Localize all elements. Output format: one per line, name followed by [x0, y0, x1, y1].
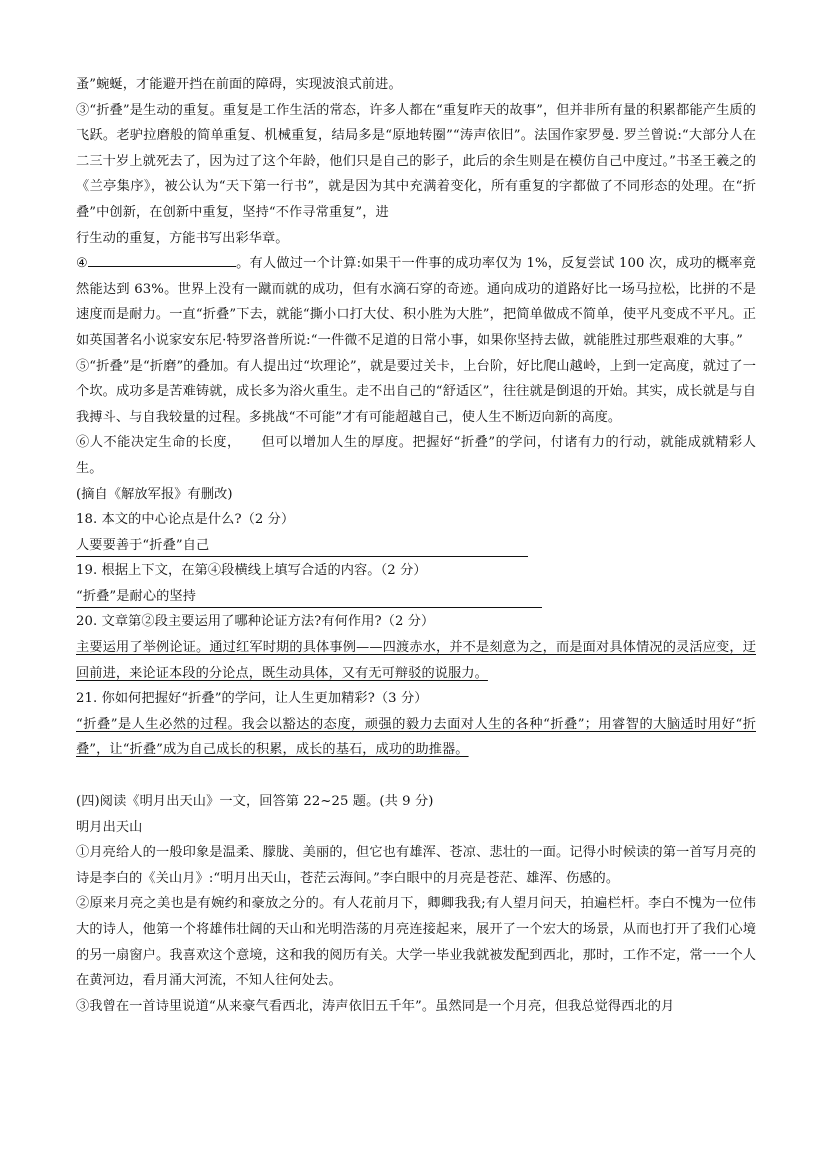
question-20: 20. 文章第②段主要运用了哪种论证方法?有何作用?（2 分）: [76, 614, 435, 630]
answer-21: “折叠”是人生必然的过程。我会以豁达的态度，顽强的毅力去面对人生的各种“折叠”；用睿智的大脑适时用好“折叠”，让“折叠”成为自己成长的积累，成长的基石，成功的助推器。: [76, 716, 756, 758]
question-18: 18. 本文的中心论点是什么?（2 分）: [76, 512, 295, 528]
answer-20: 主要运用了举例论证。通过红军时期的具体事例——四渡赤水，并不是刻意为之，而是面对具体情况的灵活应变，迂回前进，来论证本段的分论点，既生动具体，又有无可辩驳的说服力。: [76, 640, 756, 681]
section-gap: [76, 763, 756, 789]
article-paragraph-2: ②原来月亮之美也是有婉约和豪放之分的。有人花前月下，卿卿我我;有人望月问天，拍遍栏杆。李白不愧为一位伟大的诗人，他第一个将雄伟壮阔的天山和光明浩荡的月亮连接起来，展开了一个宏大的场景，从而也打开了我们心境的另一扇窗户。我喜欢这个意境，这和我的阅历有关。大学一毕业我就被发配到西北，那时，工作不定，常一一个人在黄河边，看月涌大河流，不知人往何处去。: [76, 896, 756, 989]
fill-in-blank[interactable]: [88, 252, 236, 267]
paragraph-4-text: 。有人做过一个计算:如果干一件事的成功率仅为 1%，反复尝试 100 次，成功的概率竟然能达到 63%。世界上没有一蹴而就的成功，但有水滴石穿的奇迹。通向成功的道路好比一场马拉松，比拼的不是速度而是耐力。一直“折叠”下去，就能“撕小口打大仗、积小胜为大胜”，把简单做成不简单，使平凡变成不平凡。正如英国著名小说家安东尼·特罗洛普所说:“一件微不足道的日常小事，如果你坚持去做，就能胜过那些艰难的大事。”: [76, 256, 756, 348]
paragraph-6: ⑥人不能决定生命的长度， 但可以增加人生的厚度。把握好“折叠”的学问，付诸有力的行动，就能成就精彩人生。: [76, 435, 756, 476]
passage-line-continuation: 蚤”蜿蜒，才能避开挡在前面的障碍，实现波浪式前进。: [76, 77, 402, 92]
section-4-intro: (四)阅读《明月出天山》一文，回答第 22~25 题。(共 9 分): [76, 794, 434, 810]
article-title: 明月出天山: [76, 819, 143, 835]
question-19: 19. 根据上下文，在第④段横线上填写合适的内容。（2 分）: [76, 563, 427, 579]
question-21: 21. 你如何把握好“折叠”的学问，让人生更加精彩?（3 分）: [76, 691, 428, 707]
paragraph-5: ⑤“折叠”是“折磨”的叠加。有人提出过“坎理论”，就是要过关卡，上台阶，好比爬山越岭，上到一定高度，就过了一个坎。成功多是苦难铸就，成长多为浴火重生。走不出自己的“舒适区”，往往就是倒退的开始。其实，成长就是与自我搏斗、与自我较量的过程。多挑战“不可能”才有可能超越自己，使人生不断迈向新的高度。: [76, 358, 756, 425]
answer-18-row: [76, 533, 756, 559]
paragraph-4-number: ④: [76, 256, 89, 272]
paragraph-3-continuation: 行生动的重复，方能书写出彩华章。: [76, 230, 289, 246]
article-paragraph-3: ③我曾在一首诗里说道“从来豪气看西北，涛声依旧五千年”。虽然同是一个月亮，但我总觉得西北的月: [76, 998, 675, 1014]
paragraph-4: [76, 251, 756, 353]
article-paragraph-1: ①月亮给人的一般印象是温柔、朦胧、美丽的，但它也有雄浑、苍凉、悲壮的一面。记得小时候读的第一首写月亮的诗是李白的《关山月》:“明月出天山，苍茫云海间。”李白眼中的月亮是苍茫、雄浑、伤感的。: [76, 845, 756, 886]
answer-19: “折叠”是耐心的坚持: [76, 587, 542, 608]
answer-19-row: [76, 584, 756, 610]
paragraph-3: ③“折叠”是生动的重复。重复是工作生活的常态，许多人都在“重复昨天的故事”，但并非所有量的积累都能产生质的飞跃。老驴拉磨般的简单重复、机械重复，结局多是“原地转圈”“涛声依旧”。法国作家罗曼. 罗兰曾说:“大部分人在二三十岁上就死去了，因为过了这个年龄，他们只是自己的影子，此后的余生则是在模仿自己中度过。”书圣王羲之的《兰亭集序》，被公认为“天下第一行书”，就是因为其中充满着变化，所有重复的字都做了不同形态的处理。在“折叠”中创新，在创新中重复，坚持“不作寻常重复”，进: [76, 102, 756, 220]
source-note: (摘自《解放军报》有删改): [76, 486, 233, 502]
document-page: [76, 72, 756, 1019]
answer-18: 人要要善于“折叠”自己: [76, 536, 528, 557]
